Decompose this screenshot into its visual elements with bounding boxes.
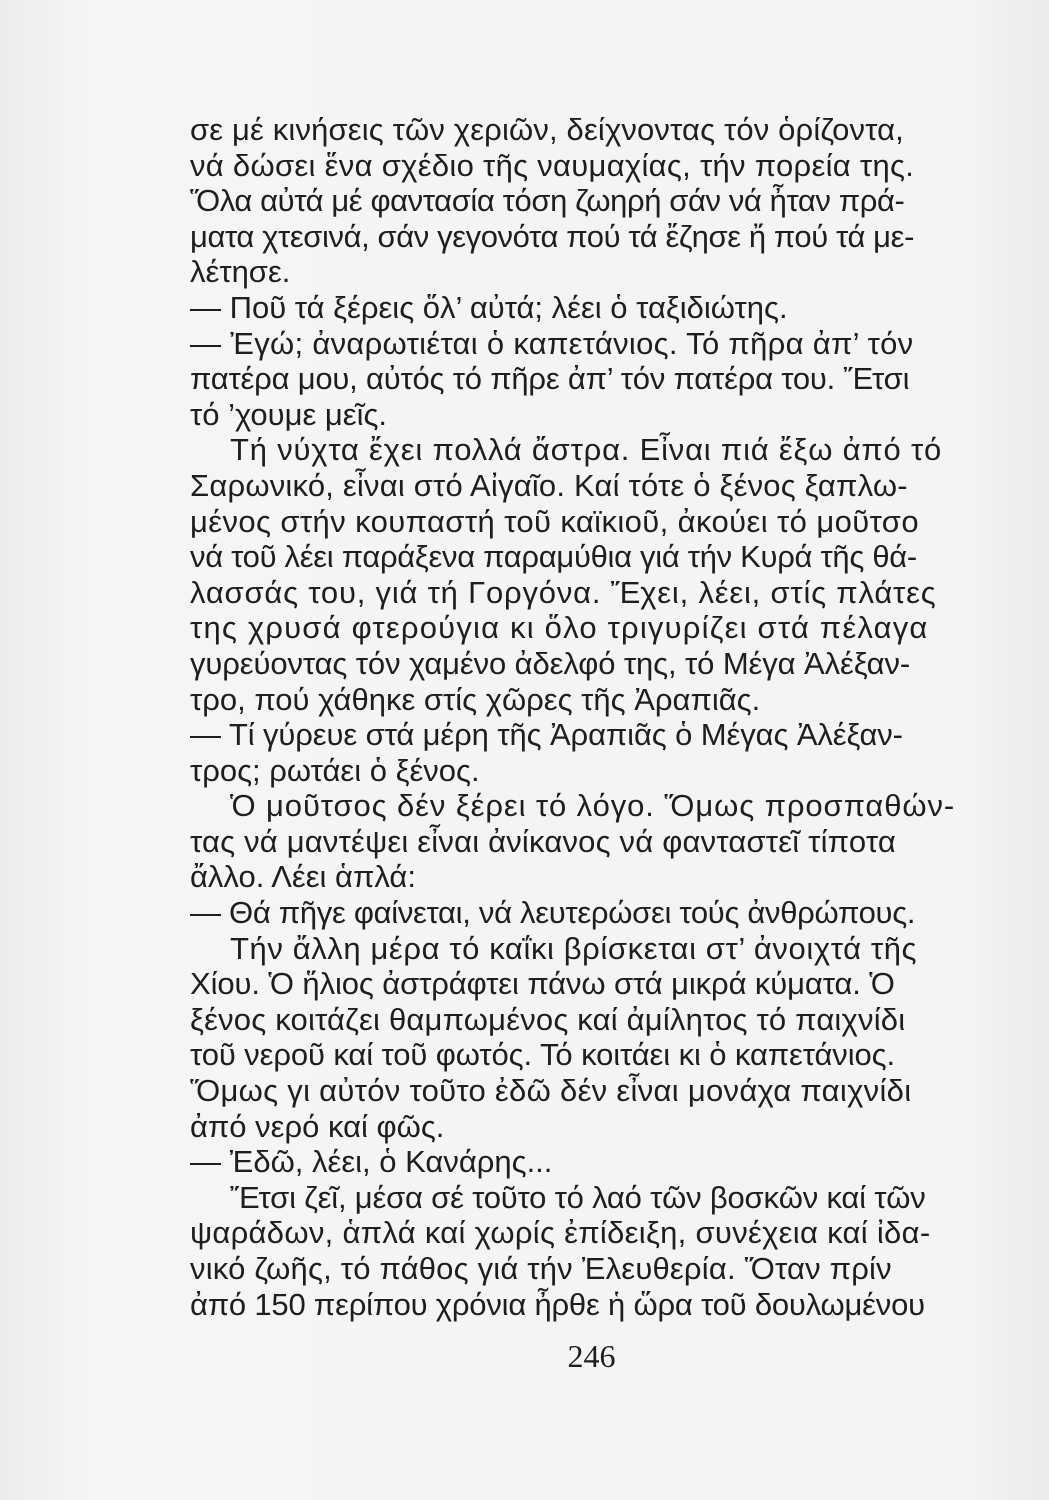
text-line: ἀπό νερό καί φῶς. [190, 1108, 445, 1144]
text-line: — Τί γύρευε στά μέρη τῆς Ἀραπιᾶς ὁ Μέγας Ἀλέξαν- [190, 717, 903, 753]
body-text [190, 112, 1010, 1322]
text-line: Σαρωνικό, εἶναι στό Αἰγαῖο. Καί τότε ὁ ξένος ξαπλω- [190, 467, 908, 503]
text-line: τοῦ νεροῦ καί τοῦ φωτός. Τό κοιτάει κι ὁ καπετάνιος. [190, 1037, 895, 1073]
text-line: της χρυσά φτερούγια κι ὅλο τριγυρίζει στά πέλαγα [190, 610, 929, 646]
text-line: — Θά πῆγε φαίνεται, νά λευτερώσει τούς ἀνθρώπους. [190, 895, 916, 931]
text-line: Τήν ἄλλη μέρα τό καΐκι βρίσκεται στ’ ἀνοιχτά τῆς [230, 930, 918, 966]
text-line: τρο, πού χάθηκε στίς χῶρες τῆς Ἀραπιᾶς. [190, 681, 761, 717]
text-line: λέτησε. [190, 254, 291, 290]
text-line: νά δώσει ἕνα σχέδιο τῆς ναυμαχίας, τήν πορεία της. [190, 147, 915, 183]
text-line: — Ποῦ τά ξέρεις ὅλ’ αὐτά; λέει ὁ ταξιδιώτης. [190, 289, 788, 325]
text-line: ξένος κοιτάζει θαμπωμένος καί ἀμίλητος τό παιχνίδι [190, 1001, 906, 1037]
text-line: νά τοῦ λέει παράξενα παραμύθια γιά τήν Κυρά τῆς θά- [190, 539, 917, 575]
text-line: τας νά μαντέψει εἶναι ἀνίκανος νά φανταστεῖ τίποτα [190, 823, 896, 859]
text-line: πατέρα μου, αὐτός τό πῆρε ἀπ’ τόν πατέρα του. Ἔτσι [190, 361, 910, 397]
text-line: τρος; ρωτάει ὁ ξένος. [190, 752, 480, 788]
text-line: Ὅλα αὐτά μέ φαντασία τόση ζωηρή σάν νά ἦταν πρά- [190, 183, 905, 219]
text-line: ματα χτεσινά, σάν γεγονότα πού τά ἔζησε ἤ πού τά με- [190, 218, 914, 254]
text-line: ψαράδων, ἁπλά καί χωρίς ἐπίδειξη, συνέχεια καί ἰδα- [190, 1215, 931, 1251]
text-line: — Ἐδῶ, λέει, ὁ Κανάρης... [190, 1144, 553, 1180]
text-line: — Ἐγώ; ἀναρωτιέται ὁ καπετάνιος. Τό πῆρα ἀπ’ τόν [190, 325, 914, 361]
text-line: λασσάς του, γιά τή Γοργόνα. Ἔχει, λέει, στίς πλάτες [190, 574, 937, 610]
text-line: τό ’χουμε μεῖς. [190, 396, 388, 432]
text-line: ἀπό 150 περίπου χρόνια ἦρθε ἡ ὥρα τοῦ δουλωμένου [190, 1286, 925, 1322]
text-line: Τή νύχτα ἔχει πολλά ἄστρα. Εἶναι πιά ἔξω ἀπό τό [230, 432, 943, 468]
text-line: σε μέ κινήσεις τῶν χεριῶν, δείχνοντας τόν ὁρίζοντα, [190, 112, 904, 147]
text-line: γυρεύοντας τόν χαμένο ἀδελφό της, τό Μέγα Ἀλέξαν- [190, 645, 911, 681]
text-line: Χίου. Ὁ ἥλιος ἀστράφτει πάνω στά μικρά κύματα. Ὁ [190, 966, 895, 1002]
text-line: Ὁ μοῦτσος δέν ξέρει τό λόγο. Ὅμως προσπαθών- [230, 788, 956, 824]
text-line: Ὅμως γι αὐτόν τοῦτο ἐδῶ δέν εἶναι μονάχα παιχνίδι [190, 1073, 912, 1109]
text-line: νικό ζωῆς, τό πάθος γιά τήν Ἐλευθερία. Ὅταν πρίν [190, 1251, 892, 1286]
text-line: Ἔτσι ζεῖ, μέσα σέ τοῦτο τό λαό τῶν βοσκῶν καί τῶν [230, 1179, 926, 1215]
text-line: ἄλλο. Λέει ἁπλά: [190, 859, 416, 895]
text-line: μένος στήν κουπαστή τοῦ καϊκιοῦ, ἀκούει τό μοῦτσο [190, 503, 919, 539]
page-number: 246 [567, 1338, 616, 1374]
